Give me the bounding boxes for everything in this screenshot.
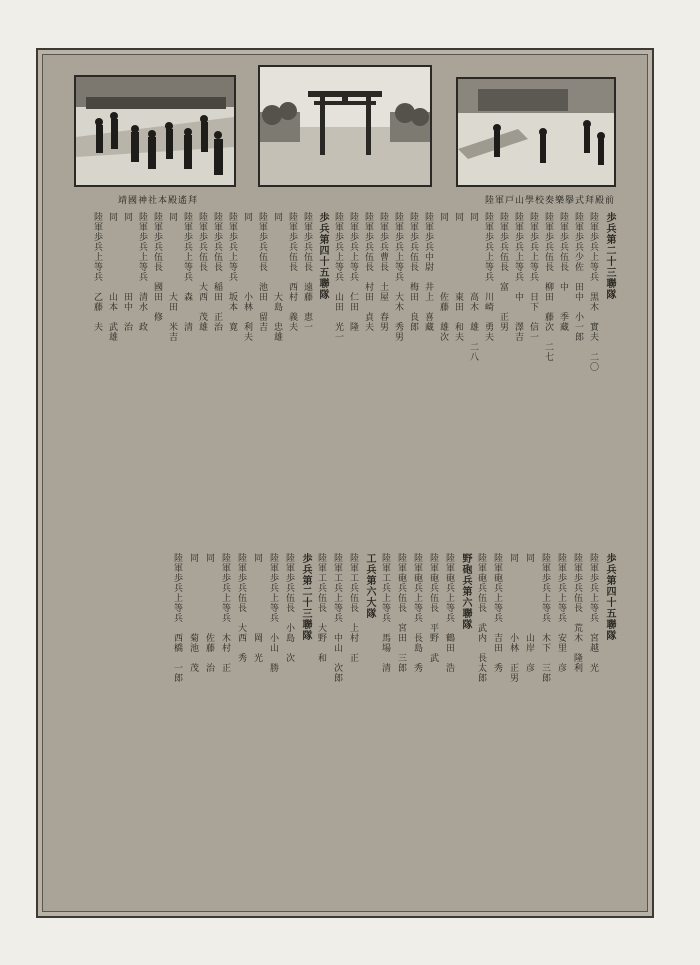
lower-col: 陸軍歩兵伍長 荒木 隆利 bbox=[572, 553, 582, 673]
upper-col: 歩兵第四十五聯隊 bbox=[317, 212, 328, 300]
upper-col: 同 佐藤 雄次 bbox=[438, 212, 448, 342]
upper-col: 陸軍歩兵曹長 土屋 春男 bbox=[378, 212, 388, 332]
lower-col: 陸軍砲兵伍長 武内 長太郎 bbox=[476, 553, 486, 683]
photo-center-torii bbox=[258, 65, 432, 187]
lower-col: 陸軍工兵上等兵 中山 次郎 bbox=[332, 553, 342, 683]
upper-col: 陸軍歩兵伍長 國田 修 bbox=[152, 212, 162, 322]
upper-col: 陸軍歩兵伍長 大西 茂雄 bbox=[197, 212, 207, 332]
lower-col: 陸軍工兵伍長 大野 和 bbox=[316, 553, 326, 663]
upper-col: 陸軍歩兵伍長 村田 貞夫 bbox=[363, 212, 373, 332]
upper-col: 同 東田 和夫 bbox=[453, 212, 463, 342]
lower-col: 工兵第六大隊 bbox=[364, 553, 375, 619]
upper-col: 陸軍歩兵伍長 中 季藏 bbox=[558, 212, 568, 332]
upper-col: 陸軍歩兵伍長 池田 留吉 bbox=[257, 212, 267, 332]
lower-col: 野砲兵第六聯隊 bbox=[460, 553, 471, 630]
lower-col: 同 小林 正男 bbox=[508, 553, 518, 683]
lower-col: 陸軍歩兵上等兵 木下 三郎 bbox=[540, 553, 550, 683]
upper-col: 陸軍歩兵上等兵 仁田 隆 bbox=[348, 212, 358, 332]
upper-col: 陸軍歩兵少佐 田中 小一郎 bbox=[573, 212, 583, 342]
lower-col: 陸軍歩兵上等兵 安里 彦 bbox=[556, 553, 566, 673]
lower-col: 陸軍歩兵上等兵 小山 勝 bbox=[268, 553, 278, 673]
upper-col: 同 大田 米吉 bbox=[167, 212, 177, 342]
upper-col: 同 高木 雄 二八 bbox=[468, 212, 478, 362]
upper-col: 陸軍歩兵上等兵 山田 光一 bbox=[333, 212, 343, 342]
lower-col: 陸軍歩兵上等兵 木村 正 bbox=[220, 553, 230, 673]
upper-col: 同 小林 利夫 bbox=[242, 212, 252, 342]
lower-col: 陸軍歩兵上等兵 宮越 光 bbox=[588, 553, 598, 673]
upper-col: 陸軍歩兵中尉 井上 喜藏 bbox=[423, 212, 433, 332]
lower-col: 陸軍砲兵上等兵 吉田 秀 bbox=[492, 553, 502, 673]
lower-col: 歩兵第四十五聯隊 bbox=[604, 553, 615, 641]
upper-col: 陸軍歩兵伍長 稲田 正治 bbox=[212, 212, 222, 332]
lower-col: 歩兵第二十三聯隊 bbox=[300, 553, 311, 641]
upper-col: 同 山本 武雄 bbox=[107, 212, 117, 342]
upper-col: 陸軍歩兵上等兵 坂本 寛 bbox=[227, 212, 237, 332]
upper-col: 同 田中 治 bbox=[122, 212, 132, 332]
upper-col: 歩兵第二十三聯隊 bbox=[604, 212, 615, 300]
lower-col: 同 岡 光 bbox=[252, 553, 262, 663]
lower-col: 陸軍歩兵上等兵 西橋 一郎 bbox=[172, 553, 182, 683]
lower-col: 陸軍工兵上等兵 馬場 清 bbox=[380, 553, 390, 673]
lower-col: 陸軍歩兵伍長 大西 秀 bbox=[236, 553, 246, 663]
lower-col: 同 山岸 彦 bbox=[524, 553, 534, 673]
lower-col: 陸軍砲兵伍長 宮田 三郎 bbox=[396, 553, 406, 673]
upper-col: 陸軍歩兵伍長 柳田 藤次 二七 bbox=[543, 212, 553, 362]
lower-col: 陸軍砲兵上等兵 長島 秀 bbox=[412, 553, 422, 673]
upper-col: 陸軍歩兵上等兵 森 清 bbox=[182, 212, 192, 332]
upper-col: 陸軍歩兵上等兵 大木 秀男 bbox=[393, 212, 403, 342]
upper-col: 陸軍歩兵伍長 梅田 良郎 bbox=[408, 212, 418, 332]
lower-col: 陸軍歩兵伍長 小島 次 bbox=[284, 553, 294, 663]
upper-col: 陸軍歩兵上等兵 清水 政 bbox=[137, 212, 147, 332]
upper-col: 陸軍歩兵伍長 遠藤 恵一 bbox=[302, 212, 312, 332]
caption-left: 靖國神社本殿遙拜 bbox=[118, 196, 199, 206]
upper-col: 陸軍歩兵伍長 西村 義夫 bbox=[287, 212, 297, 332]
upper-col: 陸軍歩兵上等兵 中 澤吉 bbox=[513, 212, 523, 342]
upper-col: 陸軍歩兵上等兵 日下 信一 bbox=[528, 212, 538, 342]
upper-col: 同 大島 忠雄 bbox=[272, 212, 282, 342]
lower-col: 同 菊池 茂 bbox=[188, 553, 198, 673]
photo-right-military-band bbox=[456, 77, 616, 187]
upper-col: 陸軍歩兵上等兵 乙藤 夫 bbox=[92, 212, 102, 332]
lower-col: 陸軍砲兵上等兵 鶴田 浩 bbox=[444, 553, 454, 673]
lower-col: 陸軍工兵伍長 上村 正 bbox=[348, 553, 358, 663]
upper-col: 陸軍歩兵伍長 富 正男 bbox=[498, 212, 508, 332]
photo-left-shrine-ceremony bbox=[74, 75, 236, 187]
upper-col: 陸軍歩兵上等兵 黒木 實夫 二〇 bbox=[588, 212, 598, 372]
caption-right: 陸軍戸山學校奏樂擧式拜殿前 bbox=[485, 196, 616, 206]
lower-col: 同 佐藤 治 bbox=[204, 553, 214, 673]
lower-col: 陸軍砲兵伍長 平野 武 bbox=[428, 553, 438, 663]
upper-col: 陸軍歩兵上等兵 川崎 勇夫 bbox=[483, 212, 493, 342]
